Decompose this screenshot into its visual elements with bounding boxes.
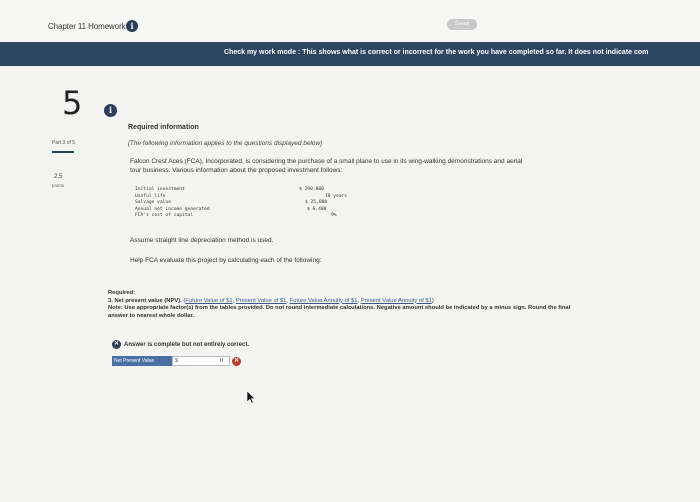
help-instruction: Help FCA evaluate this project by calculating each of the following: <box>130 257 322 264</box>
mouse-cursor-icon <box>246 390 256 404</box>
row-value: $ 25,000 <box>305 200 328 205</box>
required-section <box>108 290 578 320</box>
link-present-value-annuity-1[interactable]: Present Value Annuity of $1 <box>360 297 432 304</box>
row-label: Salvage value <box>135 200 171 205</box>
incorrect-x-icon: ✕ <box>233 357 240 364</box>
npv-value: 0 <box>220 358 223 364</box>
row-value: $ 6,400 <box>307 206 327 212</box>
points-label: points <box>52 183 65 188</box>
link-future-value-1[interactable]: Future Value of $1 <box>185 297 233 304</box>
link-present-value-1[interactable]: Present Value of $1 <box>235 297 287 304</box>
row-label: Initial investment <box>135 187 185 192</box>
points-value: 2.5 <box>54 174 63 180</box>
part-indicator: Part 3 of 5 <box>52 140 76 146</box>
required-heading: Required: <box>108 290 136 296</box>
answer-status <box>112 340 249 349</box>
row-label: Annual net income generated <box>135 206 210 212</box>
row-label: Useful life <box>135 193 166 199</box>
row-label: FCA's cost of capital <box>135 213 194 218</box>
link-future-value-annuity-1[interactable]: Future Value Annuity of $1 <box>289 297 358 304</box>
npv-label: Net Present Value <box>112 356 172 366</box>
required-note: Note: Use appropriate factor(s) from the tables provided. Do not round intermediate calculations. Negative amount should be indicated by a minus sign. Round the final answer to nearest whole dollar. <box>108 305 571 319</box>
link-close-paren: ) <box>431 297 434 304</box>
link-open-paren: ( <box>183 297 186 304</box>
required-information-note: [The following information applies to the questions displayed below] <box>128 140 323 147</box>
chapter-title: Chapter 11 Homework <box>48 22 126 31</box>
answer-table-row <box>112 356 241 366</box>
investment-table <box>135 187 355 220</box>
required-item: 3. Net present value (NPV). <box>108 297 182 304</box>
top-bar <box>0 0 700 42</box>
info-icon[interactable]: i <box>126 20 138 32</box>
question-number: 5 <box>62 84 83 122</box>
npv-input[interactable] <box>172 356 230 366</box>
depreciation-note: Assume straight line depreciation method is used. <box>130 237 274 244</box>
table-row <box>135 213 355 220</box>
row-value: 10 years <box>325 193 348 199</box>
required-item-line: 3. Net present value (NPV). (Future Value of $1, Present Value of $1, Future Value Annuity of $1, Present Value Annuity of $1) <box>108 297 434 304</box>
check-mode-banner <box>0 42 700 66</box>
check-mode-text: Check my work mode : This shows what is correct or incorrect for the work you have completed so far. It does not indicate com <box>224 49 649 56</box>
part-progress-line <box>52 151 74 153</box>
saved-badge: Saved <box>447 19 477 30</box>
row-value: 9% <box>331 213 337 218</box>
status-x-icon: ✕ <box>113 341 120 347</box>
row-value: $ 290,000 <box>299 187 324 192</box>
answer-status-text: Answer is complete but not entirely correct. <box>124 341 250 348</box>
currency-symbol: $ <box>175 358 178 364</box>
required-information-title: Required information <box>128 124 199 131</box>
question-info-icon[interactable]: i <box>104 104 117 117</box>
scenario-paragraph: Falcon Crest Aces (FCA), Incorporated, is considering the purchase of a small plane to use in its wing-walking demonstrations and aerial tour business. Various information about the proposed investment follows: <box>130 158 523 174</box>
